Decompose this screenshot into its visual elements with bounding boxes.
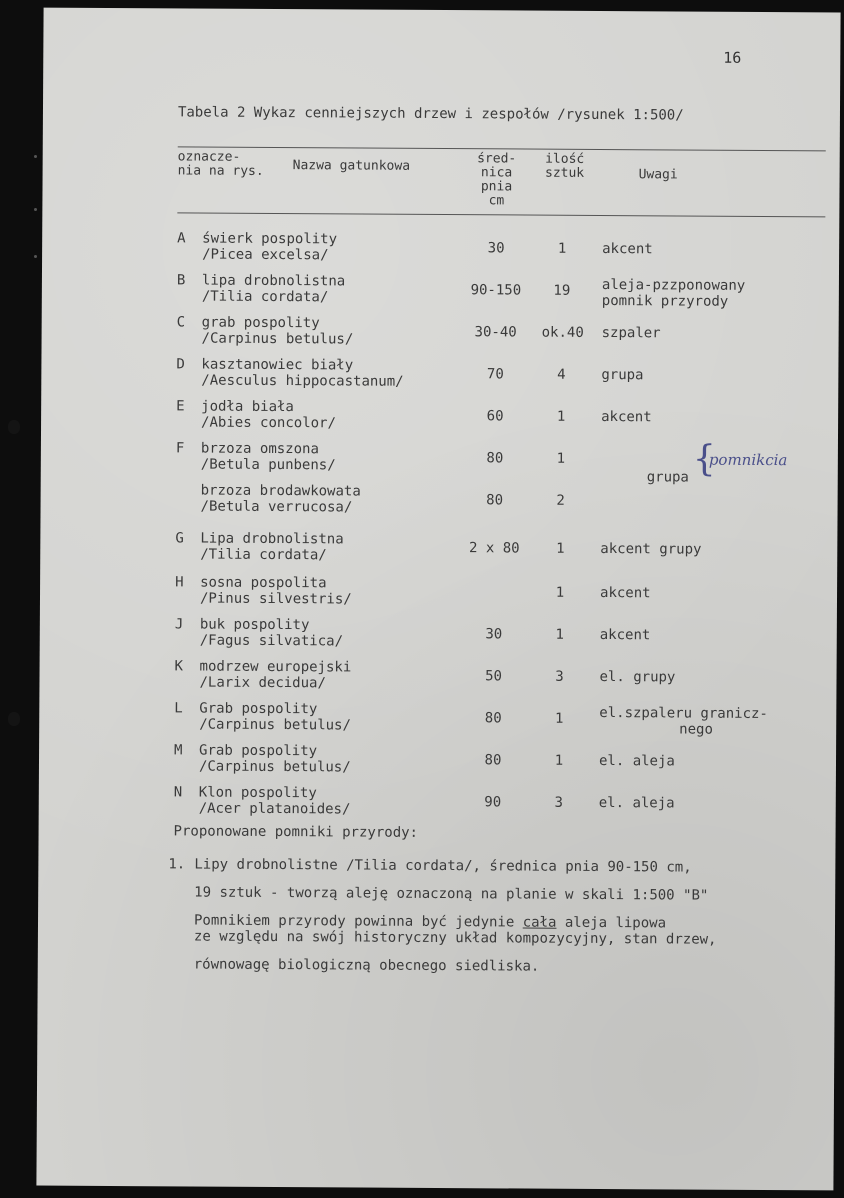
table-cell-note: aleja-pzzponowany — [601, 276, 746, 294]
table-cell-name: świerk pospolity — [202, 230, 338, 248]
table-cell-name: brzoza brodawkowata — [200, 482, 361, 500]
table-cell-count: 3 — [554, 794, 564, 811]
proposal-line-2: 19 sztuk - tworzą aleję oznaczoną na planie w skali 1:500 "B" — [194, 884, 709, 904]
header-count: ilość sztuk — [544, 151, 585, 181]
table-cell-count: 3 — [555, 668, 564, 685]
table-cell-diameter: 70 — [486, 366, 504, 383]
proposals-heading: Proponowane pomniki przyrody: — [173, 823, 419, 841]
table-cell-count: 1 — [556, 540, 565, 557]
table-cell-name: Grab pospolity — [199, 742, 318, 760]
table-cell-diameter: 80 — [486, 492, 504, 509]
table-cell-mark: C — [176, 314, 186, 331]
table-cell-note: akcent grupy — [600, 540, 702, 558]
table-cell-count: 1 — [555, 626, 565, 643]
table-cell-mark: F — [175, 440, 185, 457]
table-cell-mark: E — [176, 398, 185, 415]
table-cell-diameter: 80 — [484, 752, 502, 769]
header-name: Nazwa gatunkowa — [292, 158, 411, 174]
table-cell-latin: /Betula verrucosa/ — [200, 498, 353, 516]
table-cell-latin: /Tilia cordata/ — [201, 288, 329, 306]
table-cell-note2: pomnik przyrody — [601, 292, 729, 310]
table-cell-latin: /Fagus silvatica/ — [199, 632, 344, 650]
table-cell-count: 2 — [556, 492, 565, 509]
proposal-line-1: Lipy drobnolistne /Tilia cordata/, średnica pnia 90-150 cm, — [194, 856, 692, 876]
table-cell-name: grab pospolity — [201, 314, 320, 332]
table-cell-diameter: 80 — [484, 710, 502, 727]
table-cell-note: szpaler — [601, 324, 661, 342]
table-cell-count: 1 — [556, 408, 566, 425]
table-cell-note: akcent — [599, 626, 651, 644]
table-cell-mark: D — [176, 356, 185, 373]
table-cell-mark: A — [177, 230, 186, 247]
proposal-line-5: równowagę biologiczną obecnego siedliska. — [193, 956, 540, 975]
table-cell-count: ok.40 — [541, 324, 584, 341]
table-cell-note2: nego — [679, 721, 713, 738]
group-note: grupa — [646, 469, 689, 486]
table-cell-latin: /Acer platanoides/ — [198, 800, 351, 818]
table-cell-count: 1 — [557, 240, 567, 257]
table-cell-diameter: 60 — [486, 408, 504, 425]
table-cell-mark: H — [175, 574, 184, 591]
table-header-rule — [177, 212, 825, 217]
table-cell-mark: N — [173, 784, 183, 801]
table-cell-name: modrzew europejski — [199, 658, 352, 676]
margin-dot — [34, 155, 37, 158]
table-cell-count: 4 — [557, 366, 566, 383]
table-cell-count: 19 — [553, 282, 571, 299]
table-cell-diameter: 2 x 80 — [468, 540, 520, 557]
table-cell-latin: /Carpinus betulus/ — [199, 716, 351, 734]
table-cell-mark: B — [176, 272, 186, 289]
table-cell-count: 1 — [555, 584, 565, 601]
table-caption: Tabela 2 Wykaz cenniejszych drzew i zespołów /rysunek 1:500/ — [177, 104, 684, 124]
margin-dot — [34, 255, 37, 258]
margin-dot — [34, 208, 37, 211]
table-cell-latin: /Tilia cordata/ — [200, 546, 327, 564]
table-cell-diameter: 90 — [484, 794, 502, 811]
table-cell-name: lipa drobnolistna — [201, 272, 346, 290]
table-cell-diameter: 50 — [485, 668, 502, 685]
header-diameter: śred- nica pnia cm — [477, 151, 517, 209]
table-cell-diameter: 30 — [487, 240, 505, 257]
table-cell-latin: /Betula punbens/ — [200, 456, 336, 474]
punch-hole-upper — [8, 420, 20, 434]
table-cell-latin: /Carpinus betulus/ — [201, 330, 354, 348]
table-cell-mark: M — [174, 742, 183, 759]
table-cell-count: 1 — [555, 710, 564, 727]
table-cell-note: el. aleja — [598, 752, 675, 770]
table-cell-mark: L — [174, 700, 183, 717]
table-cell-name: buk pospolity — [199, 616, 310, 634]
table-cell-latin: /Pinus silvestris/ — [199, 590, 352, 608]
table-cell-diameter: 30 — [485, 626, 503, 643]
header-notes: Uwagi — [638, 167, 678, 183]
table-cell-diameter: 30-40 — [474, 324, 517, 341]
table-cell-latin: /Abies concolor/ — [201, 414, 336, 432]
table-cell-note: el. aleja — [598, 794, 675, 812]
table-cell-name: Lipa drobnolistna — [200, 530, 344, 548]
handwritten-note: pomnikcia — [708, 450, 788, 470]
table-cell-name: Klon pospolity — [198, 784, 317, 802]
table-cell-diameter: 80 — [486, 450, 504, 467]
table-cell-note: grupa — [601, 366, 644, 384]
table-cell-mark: G — [175, 530, 184, 547]
table-cell-name: jodła biała — [201, 398, 294, 416]
table-cell-mark: K — [174, 658, 184, 675]
table-cell-name: brzoza omszona — [200, 440, 319, 458]
table-cell-mark: J — [174, 616, 184, 633]
table-cell-name: Grab pospolity — [199, 700, 318, 718]
table-cell-note: el. grupy — [599, 668, 676, 686]
table-cell-name: kasztanowiec biały — [201, 356, 354, 374]
table-cell-latin: /Aesculus hippocastanum/ — [201, 372, 404, 390]
table-cell-count: 1 — [556, 450, 566, 467]
proposal-line-3: Pomnikiem przyrody powinna być jedynie cała aleja lipowa — [193, 912, 667, 932]
table-cell-note: akcent — [602, 240, 653, 258]
proposal-line-4: ze względu na swój historyczny układ kompozycyjny, stan drzew, — [193, 928, 717, 948]
table-cell-latin: /Picea excelsa/ — [202, 246, 329, 264]
proposal-number: 1. — [168, 856, 186, 873]
page-number: 16 — [723, 48, 742, 67]
table-cell-note: akcent — [601, 408, 652, 426]
table-cell-latin: /Larix decidua/ — [199, 674, 326, 692]
punch-hole-lower — [8, 712, 20, 726]
document-page — [36, 8, 840, 1191]
table-cell-note: el.szpaleru granicz- — [599, 704, 768, 723]
table-cell-diameter: 90-150 — [470, 282, 522, 299]
brace-mark: { — [692, 438, 716, 480]
table-cell-latin: /Carpinus betulus/ — [198, 758, 351, 776]
table-cell-note: akcent — [599, 584, 651, 602]
table-cell-name: sosna pospolita — [200, 574, 327, 592]
table-cell-count: 1 — [554, 752, 564, 769]
header-mark: oznacze- nia na rys. — [177, 149, 264, 179]
